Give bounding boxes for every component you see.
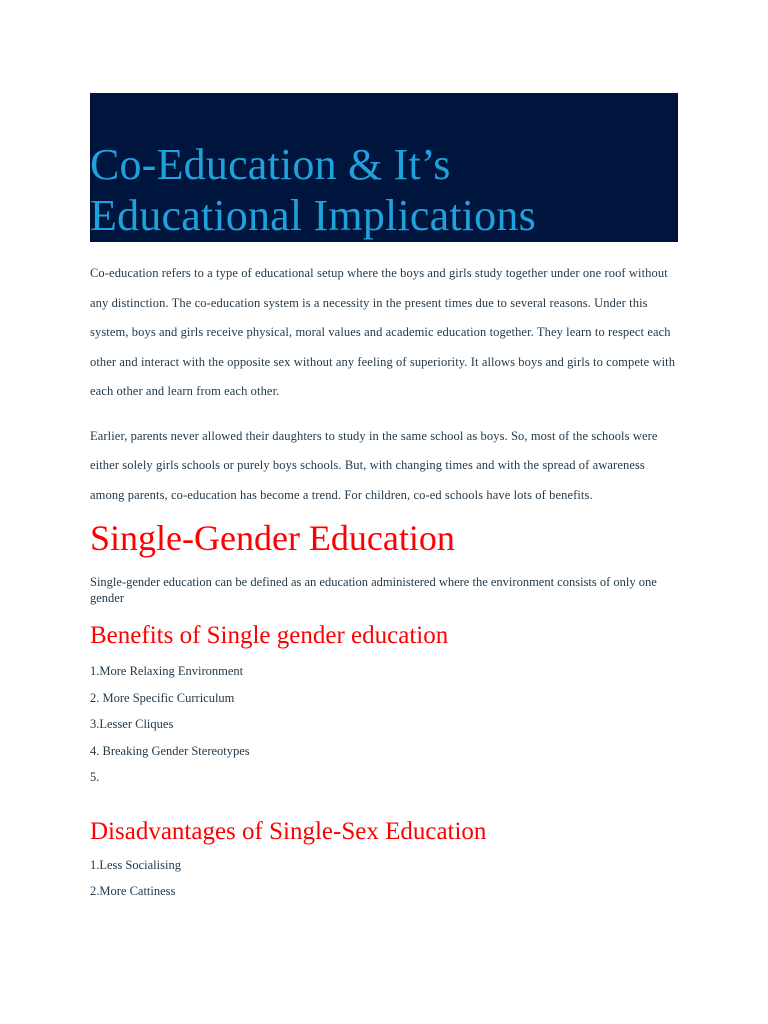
disadvantage-item: 2.More Cattiness <box>90 884 176 898</box>
benefits-list <box>90 658 678 791</box>
intro-paragraph-1: Co-education refers to a type of educational setup where the boys and girls study together under one roof without any distinction. The co-education system is a necessity in the present times due to several reasons. Under this system, boys and girls receive physical, moral values and academic education together. They learn to respect each other and interact with the opposite sex without any feeling of superiority. It allows boys and girls to compete with each other and learn from each other. <box>90 266 676 398</box>
single-gender-heading: Single-Gender Education <box>90 518 455 558</box>
benefit-item: 2. More Specific Curriculum <box>90 690 235 705</box>
benefit-item: 1.More Relaxing Environment <box>90 664 244 678</box>
benefits-heading: Benefits of Single gender education <box>90 622 449 649</box>
benefit-item: 5. <box>90 770 100 784</box>
disadvantages-heading: Disadvantages of Single-Sex Education <box>90 817 487 845</box>
page-title <box>90 139 678 241</box>
single-gender-definition: Single-gender education can be defined as an education administered where the environment consists of only one gender <box>90 575 657 605</box>
page-title-line-2: Educational Implications <box>90 191 536 240</box>
disadvantage-item: 1.Less Socialising <box>90 857 181 872</box>
intro-paragraph-2: Earlier, parents never allowed their daughters to study in the same school as boys. So, most of the schools were either solely girls schools or purely boys schools. But, with changing times and with the spread of awareness among parents, co-education has become a trend. For children, co-ed schools have lots of benefits. <box>90 428 658 502</box>
page-title-line-1: Co-Education & It’s <box>90 140 451 189</box>
title-banner <box>90 93 678 242</box>
benefit-item: 3.Lesser Cliques <box>90 717 174 731</box>
document-page <box>90 93 678 905</box>
disadvantages-list <box>90 852 678 905</box>
benefit-item: 4. Breaking Gender Stereotypes <box>90 743 250 758</box>
